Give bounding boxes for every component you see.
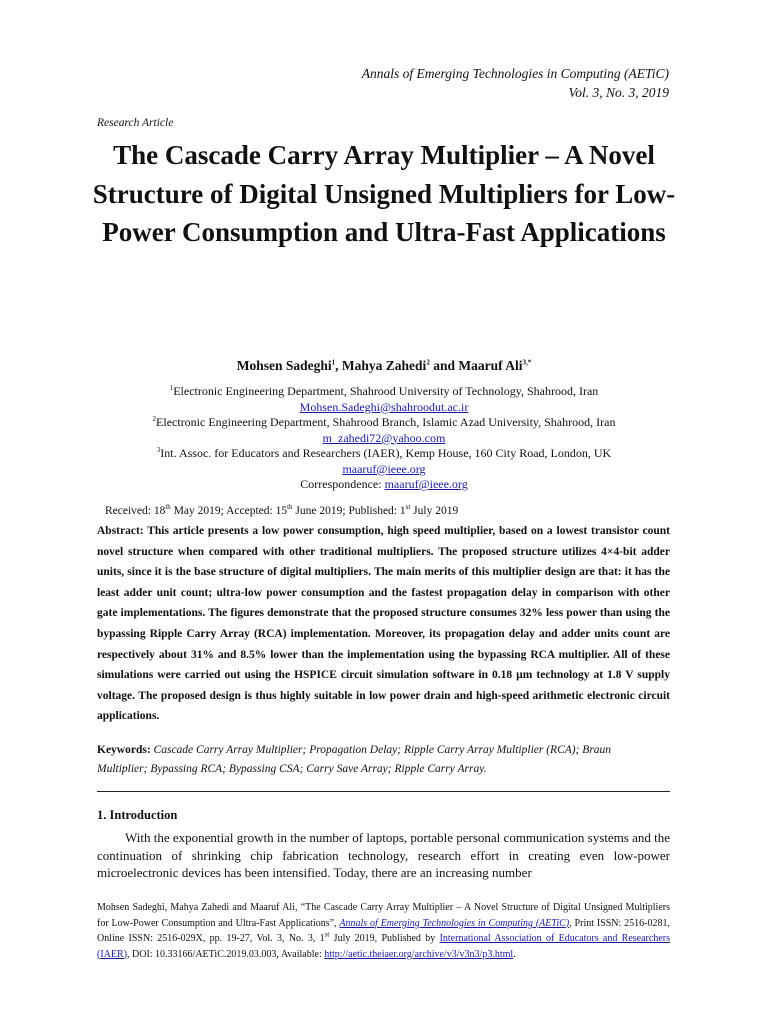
email-link[interactable]: m_zahedi72@yahoo.com bbox=[322, 430, 446, 445]
publisher-link[interactable]: International Association of Educators and Researchers (IAER) bbox=[97, 933, 670, 960]
correspondence-email-link[interactable]: maaruf@ieee.org bbox=[384, 477, 468, 491]
affiliation-line bbox=[0, 384, 768, 400]
author-separator: , bbox=[335, 358, 342, 373]
citation-sup: st bbox=[324, 930, 330, 939]
article-url-link[interactable]: http://aetic.theiaer.org/archive/v3/v3n3/p3.html bbox=[324, 948, 514, 960]
author-separator: and bbox=[429, 358, 459, 373]
affiliation-line bbox=[0, 446, 768, 462]
accepted-rest: June 2019; bbox=[292, 505, 349, 517]
journal-name: Annals of Emerging Technologies in Computing (AETiC) bbox=[361, 66, 669, 81]
citation-text: , Print ISSN: 2516-0281, Online ISSN: 2516-029X, pp. 19-27, Vol. 3, No. 3, 1 bbox=[97, 917, 671, 944]
accepted-suffix: th bbox=[287, 503, 293, 512]
author-sup: 3,* bbox=[522, 358, 532, 367]
journal-volume: Vol. 3, No. 3, 2019 bbox=[568, 85, 669, 100]
abstract bbox=[97, 521, 670, 727]
received-suffix: th bbox=[165, 503, 171, 512]
citation-footer bbox=[97, 900, 670, 962]
affiliation-email-line bbox=[0, 462, 768, 478]
citation-text: . bbox=[513, 948, 516, 960]
affiliation-email-line bbox=[0, 400, 768, 416]
correspondence-label: Correspondence: bbox=[300, 477, 385, 491]
citation-text: July 2019, Published by bbox=[329, 933, 440, 944]
affiliation-line bbox=[0, 415, 768, 431]
author-list bbox=[0, 358, 768, 374]
keywords-line bbox=[97, 760, 670, 779]
section-paragraph: With the exponential growth in the number of laptops, portable personal communication systems and the continuation of shrinking chip fabrication technology, research effort in creating even low-power microelectronic devices has been intensified. Today, there are an increasing number bbox=[97, 830, 670, 880]
email-link[interactable]: Mohsen.Sadeghi@shahroodut.ac.ir bbox=[299, 399, 469, 414]
keywords bbox=[97, 741, 670, 778]
published-label: Published: bbox=[348, 505, 400, 517]
email-link[interactable]: maaruf@ieee.org bbox=[342, 461, 426, 476]
published-day: 1 bbox=[399, 505, 406, 517]
accepted-label: Accepted: bbox=[226, 505, 276, 517]
accepted-day: 15 bbox=[275, 505, 288, 517]
paper-title: The Cascade Carry Array Multiplier – A Novel Structure of Digital Unsigned Multipliers for Low-Power Consumption and Ultra-Fast Applications bbox=[92, 140, 676, 247]
abstract-text: This article presents a low power consumption, high speed multiplier, based on a lowest transistor count novel structure when compared with other traditional multipliers. The proposed structure utilizes 4×4-bit adder units, since it is the base structure of digital multipliers. The main merits of this multiplier design are that: it has the least adder unit count; ultra-low power consumption and the fastest propagation delay in comparison with other gate implementations. The figures demonstrate that the proposed structure consumes 32% less power than using the bypassing Ripple Carry Array (RCA) implementation. Moreover, its propagation delay and adder units count are respectively about 31% and 8.5% lower than the implementation using the bypassing RCA multiplier. All of these simulations were carried out using the HSPICE circuit simulation software in 0.18 µm technology at 1.8 V supply voltage. The proposed design is thus highly suitable in low power drain and high-speed arithmetic electronic circuit applications. bbox=[97, 525, 670, 723]
author-name: Mohsen Sadeghi bbox=[236, 358, 332, 373]
published-rest: July 2019 bbox=[410, 505, 459, 517]
affiliation-text: Electronic Engineering Department, Shahrood Branch, Islamic Azad University, Shahrood, Iran bbox=[156, 415, 616, 429]
section-heading: 1. Introduction bbox=[97, 808, 178, 822]
citation-text: , DOI: 10.33166/AETiC.2019.03.003, Available: bbox=[127, 948, 325, 960]
article-dates bbox=[105, 505, 458, 517]
keywords-text: Cascade Carry Array Multiplier; Propagation Delay; Ripple Carry Array Multiplier (RCA); Braun bbox=[153, 744, 612, 756]
affiliation-text: Electronic Engineering Department, Shahrood University of Technology, Shahrood, Iran bbox=[173, 384, 599, 398]
affiliation-sup: 2 bbox=[152, 415, 157, 423]
correspondence-line bbox=[0, 477, 768, 493]
article-type: Research Article bbox=[97, 117, 174, 129]
journal-header bbox=[362, 64, 669, 102]
author-sup: 2 bbox=[426, 358, 430, 367]
affiliation-text: Int. Assoc. for Educators and Researchers (IAER), Kemp House, 160 City Road, London, UK bbox=[160, 446, 612, 460]
received-rest: May 2019; bbox=[170, 505, 227, 517]
received-label: Received: bbox=[105, 505, 154, 517]
published-suffix: st bbox=[405, 503, 411, 512]
affiliation-sup: 3 bbox=[156, 446, 161, 454]
author-name: Mahya Zahedi bbox=[341, 358, 427, 373]
abstract-label: Abstract: bbox=[97, 525, 144, 537]
citation-text: Mohsen Sadeghi, Mahya Zahedi and Maaruf Ali, “The Cascade Carry Array Multiplier – A Novel Structure of Digital Unsigned Multipliers for Low-Power Consumption and Ultra-Fast Applications”, bbox=[97, 902, 670, 929]
affiliation-sup: 1 bbox=[169, 384, 174, 392]
keywords-text: Multiplier; Bypassing RCA; Bypassing CSA; Carry Save Array; Ripple Carry Array. bbox=[97, 762, 487, 775]
received-day: 18 bbox=[153, 505, 166, 517]
affiliation-email-line bbox=[0, 431, 768, 447]
section-divider bbox=[97, 791, 670, 792]
author-name: Maaruf Ali bbox=[458, 358, 523, 373]
keywords-label: Keywords: bbox=[97, 744, 154, 756]
affiliations bbox=[0, 384, 768, 493]
author-sup: 1 bbox=[331, 358, 336, 367]
keywords-line bbox=[97, 741, 670, 760]
journal-link[interactable]: Annals of Emerging Technologies in Computing (AETiC) bbox=[339, 917, 570, 929]
